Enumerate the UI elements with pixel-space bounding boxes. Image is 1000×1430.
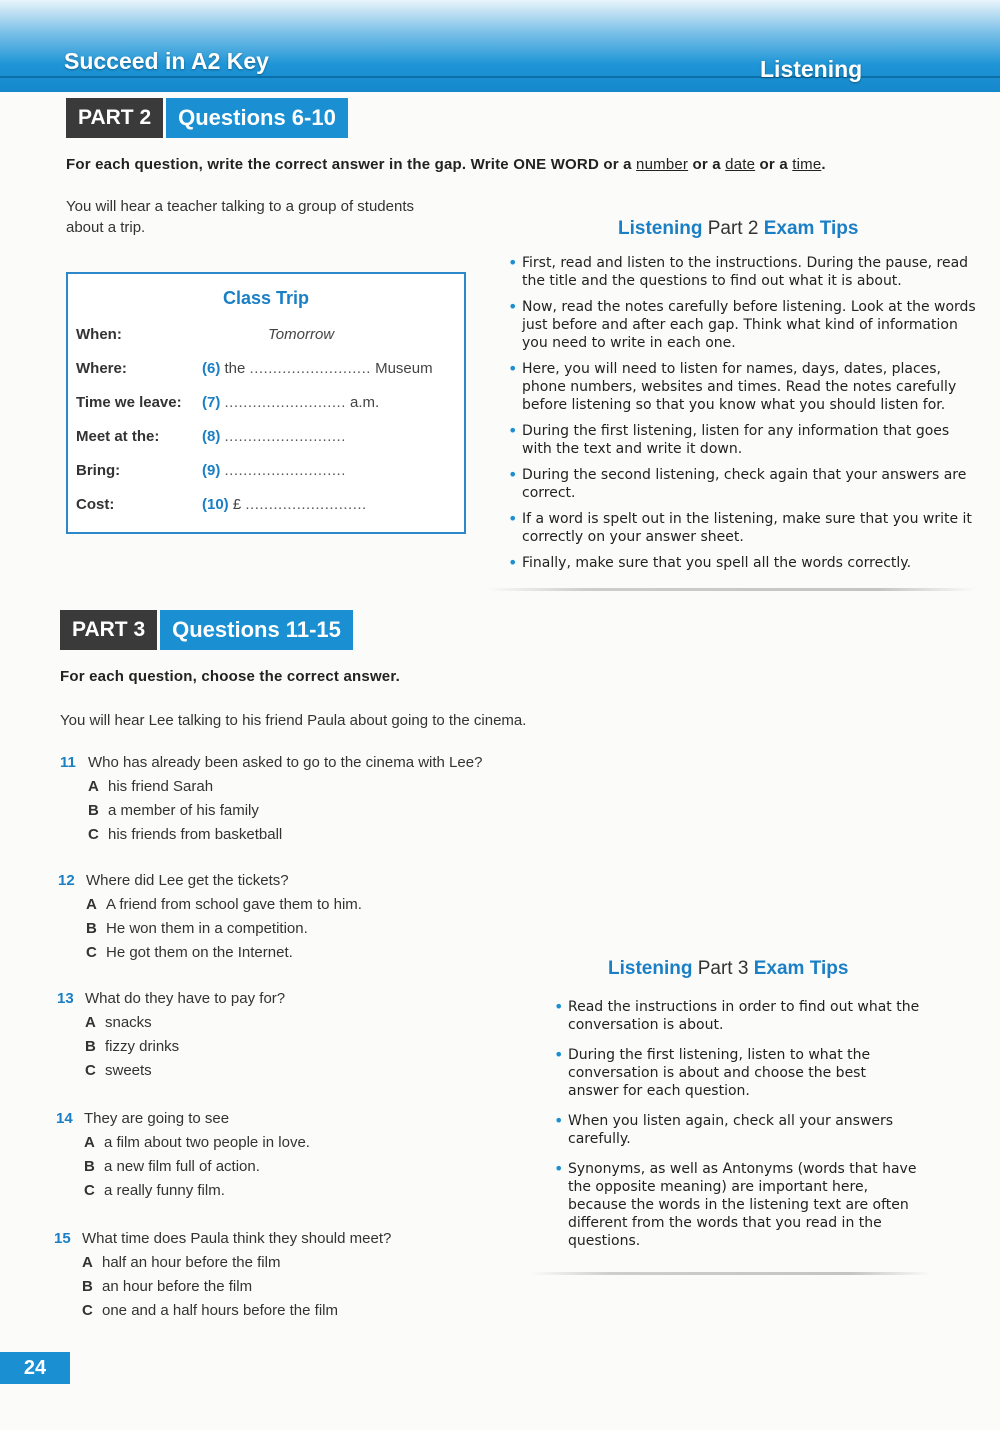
part2-tips-list [508, 254, 976, 572]
gap-number: (8) [202, 428, 221, 445]
tips-shadow [530, 1272, 930, 1275]
tip-item: • If a word is spelt out in the listening, make sure that you write it correctly on your answer sheet. [508, 510, 976, 546]
trip-key: Meet at the: [76, 428, 160, 445]
part3-label: PART 3 [60, 610, 157, 650]
question-number: 11 [60, 754, 76, 771]
tip-item: • First, read and listen to the instructions. During the pause, read the title and the questions to find out what it is about. [508, 254, 976, 290]
intro-line: You will hear a teacher talking to a group of students [66, 198, 415, 215]
instruction-date: date [725, 156, 756, 173]
tip-item: • Here, you will need to listen for names, days, dates, places, phone numbers, websites and times. Read the notes carefully before listening so that you know what you should listen for. [508, 360, 976, 414]
answer-gap[interactable]: .......................... [224, 428, 346, 445]
option-letter: B [84, 1158, 95, 1175]
page-number: 24 [0, 1352, 70, 1384]
tips-title-c: Exam Tips [753, 958, 849, 979]
question-stem: Where did Lee get the tickets? [86, 872, 289, 889]
answer-gap[interactable]: .......................... [249, 360, 371, 377]
option-letter: A [84, 1134, 95, 1151]
trip-gap [202, 394, 379, 411]
option-text: a film about two people in love. [104, 1134, 310, 1151]
option-text: an hour before the film [102, 1278, 253, 1295]
tip-item: • When you listen again, check all your answers carefully. [554, 1112, 920, 1148]
part2-questions: Questions 6-10 [166, 98, 348, 138]
book-title: Succeed in A2 Key [64, 48, 269, 74]
option-text: his friend Sarah [108, 778, 214, 795]
tips-title-c: Exam Tips [763, 218, 859, 239]
tip-item: • During the second listening, check again that your answers are correct. [508, 466, 976, 502]
tips-title-b: Part 2 [707, 218, 759, 239]
answer-option[interactable] [85, 1014, 152, 1031]
answer-option[interactable] [86, 944, 293, 961]
tips-shadow [486, 588, 976, 591]
instruction-time: time [792, 156, 822, 173]
question-number: 13 [57, 990, 74, 1007]
option-text: He won them in a competition. [106, 920, 308, 937]
gap-number: (10) [202, 496, 229, 513]
answer-option[interactable] [84, 1134, 310, 1151]
tips-title-a: Listening [608, 958, 693, 979]
intro-line: about a trip. [66, 219, 146, 236]
answer-gap[interactable]: .......................... [224, 462, 346, 479]
answer-option[interactable] [84, 1182, 225, 1199]
section-title: Listening [760, 56, 863, 82]
gap-number: (7) [202, 394, 221, 411]
answer-option[interactable] [86, 920, 308, 937]
part3-tips-list [554, 998, 920, 1250]
trip-gap [202, 496, 367, 513]
trip-key: Where: [76, 360, 127, 377]
answer-option[interactable] [82, 1278, 252, 1295]
tip-item: • Now, read the notes carefully before listening. Look at the words just before and after each gap. Think what kind of information you need to write in each one. [508, 298, 976, 352]
gap-suffix: Museum [375, 360, 433, 377]
answer-option[interactable] [86, 896, 362, 913]
class-trip-title: Class Trip [222, 288, 310, 308]
gap-number: (6) [202, 360, 221, 377]
trip-value: Tomorrow [268, 326, 335, 343]
option-letter: A [86, 896, 97, 913]
answer-gap[interactable]: .......................... [245, 496, 367, 513]
instruction-or: or a [692, 156, 721, 173]
option-letter: B [85, 1038, 96, 1055]
option-letter: B [82, 1278, 93, 1295]
tip-item: • Read the instructions in order to find out what the conversation is about. [554, 998, 920, 1034]
option-text: one and a half hours before the film [102, 1302, 338, 1319]
option-letter: C [85, 1062, 96, 1079]
option-text: a new film full of action. [104, 1158, 260, 1175]
option-text: a member of his family [108, 802, 259, 819]
gap-prefix: £ [232, 496, 242, 513]
part3-questions: Questions 11-15 [160, 610, 353, 650]
option-text: his friends from basketball [108, 826, 283, 843]
answer-option[interactable] [82, 1254, 280, 1271]
part3-header [60, 610, 353, 650]
option-letter: B [88, 802, 99, 819]
option-text: fizzy drinks [105, 1038, 180, 1055]
option-text: half an hour before the film [102, 1254, 281, 1271]
answer-option[interactable] [88, 826, 282, 843]
option-letter: B [86, 920, 97, 937]
instruction-or: or a [759, 156, 788, 173]
trip-key: Cost: [76, 496, 115, 513]
option-text: snacks [105, 1014, 152, 1031]
question-stem: Who has already been asked to go to the cinema with Lee? [88, 754, 483, 771]
option-text: A friend from school gave them to him. [106, 896, 362, 913]
trip-key: When: [76, 326, 122, 343]
option-letter: C [84, 1182, 95, 1199]
option-text: sweets [105, 1062, 152, 1079]
part2-label: PART 2 [66, 98, 163, 138]
answer-option[interactable] [82, 1302, 338, 1319]
option-text: He got them on the Internet. [106, 944, 293, 961]
question-stem: What time does Paula think they should meet? [82, 1230, 392, 1247]
tips-title-b: Part 3 [697, 958, 749, 979]
instruction-lead: For each question, write the correct answer in the gap. Write ONE WORD or a [66, 156, 632, 173]
answer-gap[interactable]: .......................... [224, 394, 346, 411]
option-letter: A [88, 778, 99, 795]
gap-number: (9) [202, 462, 221, 479]
trip-gap [202, 360, 433, 377]
gap-suffix: a.m. [350, 394, 380, 411]
instruction-end: . [821, 156, 826, 173]
tip-item: • During the first listening, listen to what the conversation is about and choose the best answer for each question. [554, 1046, 920, 1100]
option-letter: A [82, 1254, 93, 1271]
instruction-number: number [636, 156, 689, 173]
question-number: 15 [54, 1230, 71, 1247]
question-number: 12 [58, 872, 75, 889]
answer-option[interactable] [88, 802, 259, 819]
question-number: 14 [56, 1110, 73, 1127]
tip-item: • During the first listening, listen for any information that goes with the text and write it down. [508, 422, 976, 458]
answer-option[interactable] [85, 1038, 179, 1055]
trip-gap [202, 428, 346, 445]
tips-title-a: Listening [618, 218, 703, 239]
answer-option[interactable] [84, 1158, 260, 1175]
option-letter: C [86, 944, 97, 961]
trip-gap [202, 462, 346, 479]
trip-key: Time we leave: [76, 394, 182, 411]
option-letter: C [82, 1302, 93, 1319]
option-letter: A [85, 1014, 96, 1031]
trip-key: Bring: [76, 462, 121, 479]
tip-item: • Synonyms, as well as Antonyms (words that have the opposite meaning) are important here, because the words in the listening text are often different from the words that you read in the questions. [554, 1160, 920, 1250]
question-stem: They are going to see [84, 1110, 230, 1127]
part2-tips-title [618, 218, 858, 240]
question-stem: What do they have to pay for? [85, 990, 286, 1007]
part3-intro: You will hear Lee talking to his friend Paula about going to the cinema. [60, 712, 527, 729]
class-trip-box [66, 272, 466, 534]
part2-intro [66, 196, 414, 238]
answer-option[interactable] [85, 1062, 152, 1079]
tip-item: • Finally, make sure that you spell all the words correctly. [508, 554, 976, 572]
gap-prefix: the [224, 360, 246, 377]
part2-instruction [66, 156, 826, 173]
part3-tips-title [608, 958, 848, 980]
part2-header [66, 98, 348, 138]
part3-instruction: For each question, choose the correct answer. [60, 668, 400, 685]
option-letter: C [88, 826, 99, 843]
option-text: a really funny film. [104, 1182, 225, 1199]
answer-option[interactable] [88, 778, 213, 795]
